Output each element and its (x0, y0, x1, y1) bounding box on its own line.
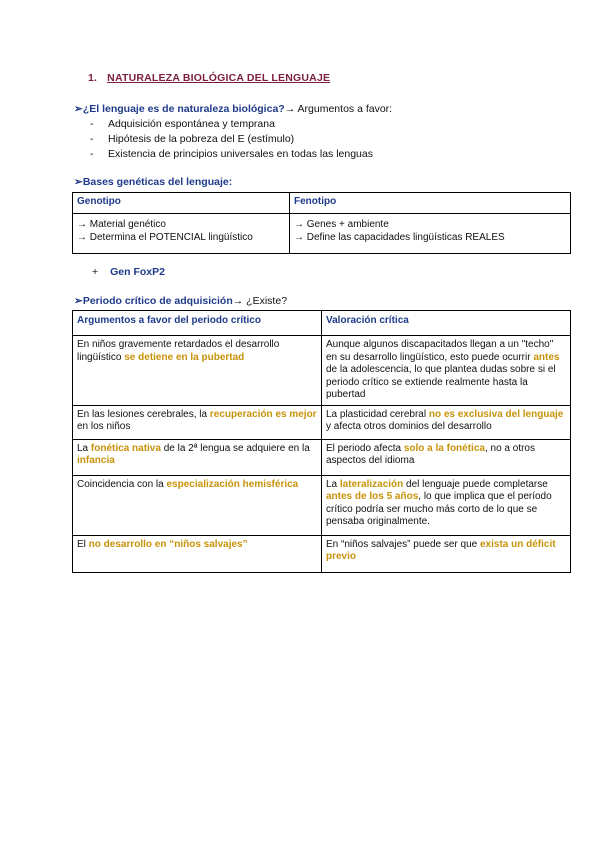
gene-bullet (92, 266, 165, 278)
page-title (88, 72, 330, 84)
genotipo-header: Genotipo (73, 193, 290, 214)
arrow-icon: ➢ (74, 295, 83, 307)
section2-heading: Bases genéticas del lenguaje: (82, 176, 233, 188)
table-cell: En niños gravemente retardados el desarrollo lingüístico se detiene en la pubertad (73, 336, 322, 406)
argumentos-header: Argumentos a favor del periodo crítico (73, 311, 322, 336)
fenotipo-cell: → Genes + ambiente → Define las capacidades lingüísticas REALES (290, 214, 571, 254)
gene-bullet-text: Gen FoxP2 (110, 266, 165, 278)
table-row (73, 336, 571, 406)
table-cell: El no desarrollo en “niños salvajes” (73, 535, 322, 572)
section1-heading: ¿El lenguaje es de naturaleza biológica? (82, 103, 285, 115)
valoracion-header: Valoración crítica (322, 311, 571, 336)
table-row (73, 405, 571, 439)
arrow-icon: ➢ (74, 176, 83, 188)
section1-after: → Argumentos a favor: (284, 103, 393, 115)
argument-list (90, 117, 373, 162)
table-cell: La lateralización del lenguaje puede completarse antes de los 5 años, lo que implica que el período crítico podría ser mucho más corto de lo que se pensaba originalmente. (322, 475, 571, 535)
section-heading-naturaleza (74, 103, 392, 115)
genotipo-cell: → Material genético → Determina el POTENCIAL lingüístico (73, 214, 290, 254)
table-row (73, 535, 571, 572)
table-row (73, 475, 571, 535)
section-heading-bases (74, 176, 232, 188)
list-item: - Existencia de principios universales en todas las lenguas (90, 148, 373, 160)
table-cell: Coincidencia con la especialización hemisférica (73, 475, 322, 535)
title-text: NATURALEZA BIOLÓGICA DEL LENGUAJE (107, 72, 331, 84)
fenotipo-header: Fenotipo (290, 193, 571, 214)
genotype-table (72, 192, 571, 254)
table-cell: En “niños salvajes” puede ser que exista un déficit previo (322, 535, 571, 572)
table-row (73, 439, 571, 475)
arrow-icon: ➢ (74, 103, 83, 115)
table-cell: El periodo afecta solo a la fonética, no a otros aspectos del idioma (322, 439, 571, 475)
table-cell: Aunque algunos discapacitados llegan a un "techo" en su desarrollo lingüístico, esto puede ocurrir antes de la adolescencia, lo que plantea dudas sobre si el periodo crítico se extiende realmente hasta la pubertad (322, 336, 571, 406)
table-cell: En las lesiones cerebrales, la recuperación es mejor en los niños (73, 405, 322, 439)
list-item: - Hipótesis de la pobreza del E (estímulo) (90, 133, 295, 145)
section3-after: → ¿Existe? (232, 295, 288, 307)
section3-heading: Periodo crítico de adquisición (82, 295, 233, 307)
list-item: - Adquisición espontánea y temprana (90, 118, 275, 130)
critical-period-table (72, 310, 571, 573)
table-cell: La plasticidad cerebral no es exclusiva del lenguaje y afecta otros dominios del desarrollo (322, 405, 571, 439)
table-cell: La fonética nativa de la 2ª lengua se adquiere en la infancia (73, 439, 322, 475)
title-number: 1. (88, 72, 98, 84)
plus-icon: + (92, 266, 99, 278)
section-heading-periodo (74, 295, 287, 307)
